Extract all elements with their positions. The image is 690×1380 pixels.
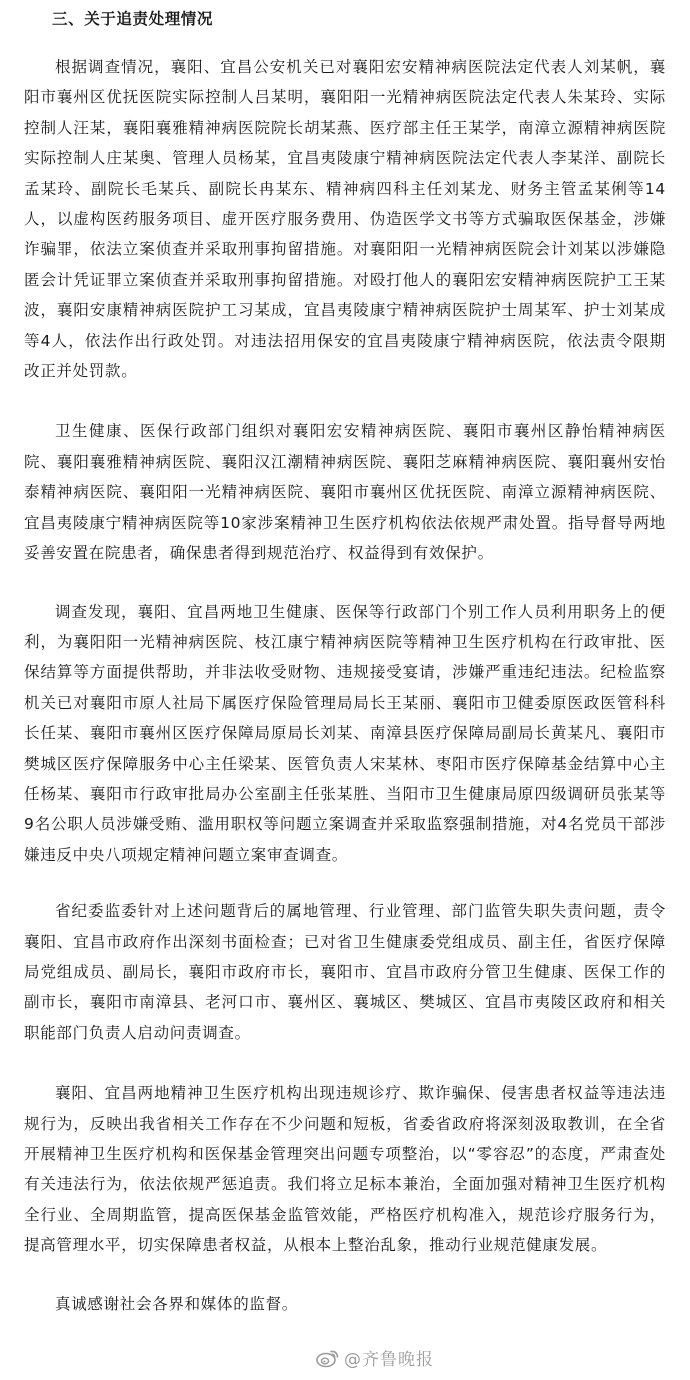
paragraph-officials-investigation: 调查发现，襄阳、宜昌两地卫生健康、医保等行政部门个别工作人员利用职务上的便利，为襄阳阳一光精神病医院、枝江康宁精神病医院等精神卫生医疗机构在行政审批、医保结算等方面提供帮助，并非法收受财物、违规接受宴请，涉嫌严重违纪违法。纪检监察机关已对襄阳市原人社局下属医疗保险管理局局长王某丽、襄阳市卫健委原医政医管科科长任某、襄阳市襄州区医疗保障局原局长刘某、南漳县医疗保障局副局长黄某凡、襄阳市樊城区医疗保障服务中心主任梁某、医管负责人宋某林、枣阳市医疗保障基金结算中心主任杨某、襄阳市行政审批局办公室副主任张某胜、当阳市卫生健康局原四级调研员张某等9名公职人员涉嫌受贿、滥用职权等问题立案调查并采取监察强制措施，对4名党员干部涉嫌违反中央八项规定精神问题立案审查调查。 [24,602,666,864]
paragraph-provincial-accountability: 省纪委监委针对上述问题背后的属地管理、行业管理、部门监管失职失责问题，责令襄阳、宜昌市政府作出深刻书面检查；已对省卫生健康委党组成员、副主任，省医疗保障局党组成员、副局长，襄阳市政府市长，襄阳市、宜昌市政府分管卫生健康、医保工作的副市长，襄阳市南漳县、老河口市、襄州区、襄城区、樊城区、宜昌市夷陵区政府和相关职能部门负责人启动问责调查。 [24,902,666,1042]
paragraph-accountability-police: 根据调查情况，襄阳、宜昌公安机关已对襄阳宏安精神病医院法定代表人刘某帆，襄阳市襄州区优抚医院实际控制人吕某明，襄阳阳一光精神病医院法定代表人朱某玲、实际控制人汪某，襄阳襄雅精神病医院院长胡某燕、医疗部主任王某学，南漳立源精神病医院实际控制人庄某奥、管理人员杨某，宜昌夷陵康宁精神病医院法定代表人李某洋、副院长孟某玲、副院长毛某兵、副院长冉某东、精神病四科主任刘某龙、财务主管孟某俐等14人，以虚构医药服务项目、虚开医疗服务费用、伪造医学文书等方式骗取医保基金，涉嫌诈骗罪，依法立案侦查并采取刑事拘留措施。对襄阳阳一光精神病医院会计刘某以涉嫌隐匿会计凭证罪立案侦查并采取刑事拘留措施。对殴打他人的襄阳宏安精神病医院护工王某波，襄阳安康精神病医院护工习某成，宜昌夷陵康宁精神病医院护士周某军、护士刘某成等4人，依法作出行政处罚。对违法招用保安的宜昌夷陵康宁精神病医院，依法责令限期改正并处罚款。 [24,58,666,381]
weibo-logo-icon [316,1348,340,1368]
paragraph-health-insurance-handling: 卫生健康、医保行政部门组织对襄阳宏安精神病医院、襄阳市襄州区静怡精神病医院、襄阳襄雅精神病医院、襄阳汉江潮精神病医院、襄阳芝麻精神病医院、襄阳襄州安怡泰精神病医院、襄阳阳一光精神病医院、襄阳市襄州区优抚医院、南漳立源精神病医院、宜昌夷陵康宁精神病医院等10家涉案精神卫生医疗机构依法依规严肃处置。指导督导两地妥善安置在院患者，确保患者得到规范治疗、权益得到有效保护。 [24,422,666,563]
closing-thanks: 真诚感谢社会各界和媒体的监督。 [55,1294,299,1313]
watermark [316,1345,434,1370]
watermark-text: @齐鲁晚报 [344,1350,434,1370]
paragraph-rectification-plan: 襄阳、宜昌两地精神卫生医疗机构出现违规诊疗、欺诈骗保、侵害患者权益等违法违规行为，反映出我省相关工作存在不少问题和短板，省委省政府将深刻汲取教训，在全省开展精神卫生医疗机构和医保基金管理突出问题专项整治，以“零容忍”的态度，严肃查处有关违法行为，依法依规严惩追责。我们将立足标本兼治，全面加强对精神卫生医疗机构全行业、全周期监管，提高医保基金监管效能，严格医疗机构准入，规范诊疗服务行为，提高管理水平，切实保障患者权益，从根本上整治乱象，推动行业规范健康发展。 [24,1084,666,1255]
section-heading: 三、关于追责处理情况 [52,10,214,28]
